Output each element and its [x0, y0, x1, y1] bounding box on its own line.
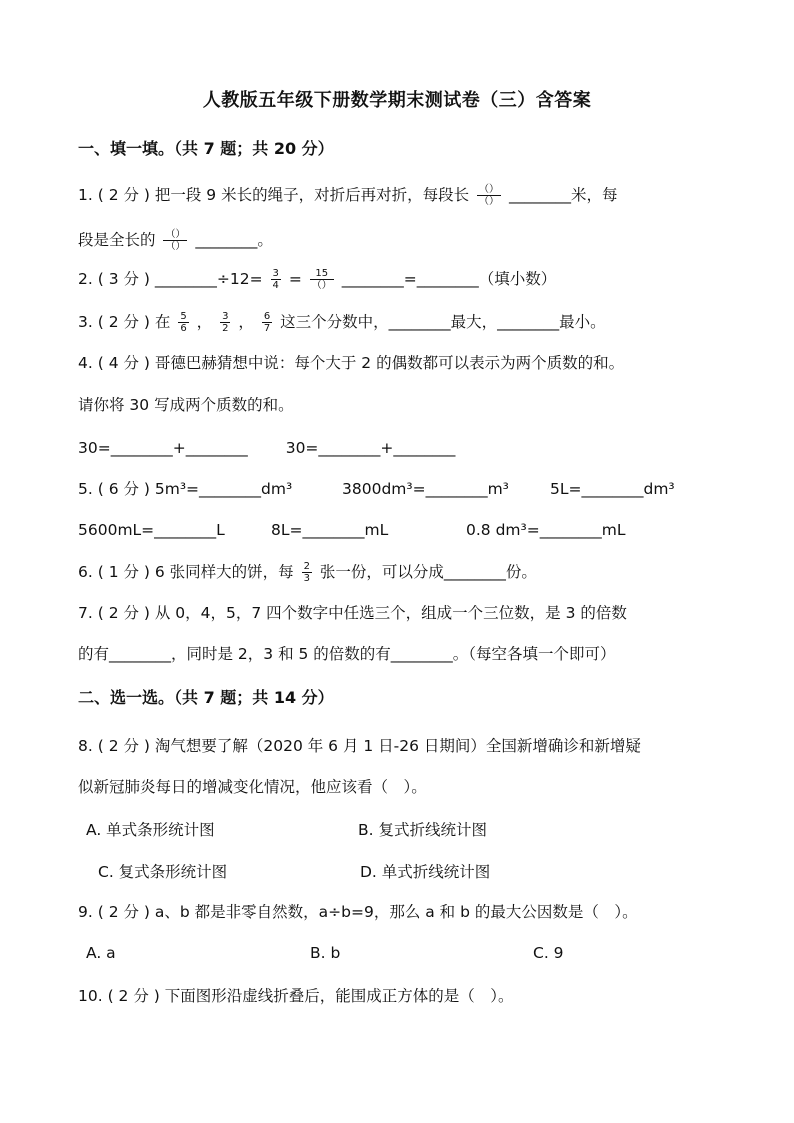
q8-option-b[interactable]: B. 复式折线统计图 — [358, 821, 487, 839]
fraction-3-2 — [220, 311, 230, 334]
fraction-numerator: 15 — [315, 268, 329, 279]
q4-blank-1: 30=________+________ — [78, 439, 248, 457]
fraction-denominator: 7 — [263, 323, 271, 334]
question-5-line-1 — [78, 477, 292, 501]
q5-item-5: 8L=________mL — [271, 521, 389, 539]
q9-option-b[interactable]: B. b — [310, 944, 341, 962]
question-7-line-1: 7. ( 2 分 ) 从 0，4，5，7 四个数字中任选三个，组成一个三位数，是 3 的倍数 — [78, 604, 627, 622]
question-6 — [78, 560, 537, 584]
q8-option-c[interactable]: C. 复式条形统计图 — [98, 863, 228, 881]
question-4-line-1: 4. ( 4 分 ) 哥德巴赫猜想中说：每个大于 2 的偶数都可以表示为两个质数的和。 — [78, 354, 625, 372]
q1-text-2: 段是全长的 — [78, 231, 156, 249]
q3-text-tail: 这三个分数中，________最大，________最小。 — [280, 313, 606, 331]
fraction-numerator: 5 — [180, 311, 187, 322]
question-3 — [78, 310, 606, 334]
fraction-numerator: 3 — [222, 311, 229, 322]
question-1-line-1 — [78, 183, 618, 207]
q5-item-4: 5600mL=________L — [78, 521, 225, 539]
q6-text: 6. ( 1 分 ) 6 张同样大的饼，每 — [78, 563, 294, 581]
fraction-denominator: 4 — [272, 280, 279, 291]
question-8-line-1: 8. ( 2 分 ) 淘气想要了解（2020 年 6 月 1 日-26 日期间）全国新增确诊和新增疑 — [78, 737, 641, 755]
question-4-line-3 — [78, 436, 455, 460]
q2-text: 2. ( 3 分 ) ________÷12= — [78, 270, 263, 288]
fraction-numerator: 3 — [272, 268, 279, 279]
q1-answer-blank: ________。 — [195, 231, 273, 249]
fraction-numerator: （） — [165, 229, 186, 240]
q5-item-6: 0.8 dm³=________mL — [466, 521, 626, 539]
q2-text-tail: ________=________（填小数） — [341, 270, 557, 288]
fraction-denominator: 2 — [222, 323, 229, 334]
section-heading-fill: 一、填一填。（共 7 题；共 20 分） — [78, 139, 334, 158]
fraction-blank — [477, 184, 501, 207]
q3-text: 3. ( 2 分 ) 在 — [78, 313, 171, 331]
question-7-line-2: 的有________，同时是 2，3 和 5 的倍数的有________。（每空各填一个即可） — [78, 645, 616, 663]
question-8-line-2: 似新冠肺炎每日的增减变化情况，他应该看（ ）。 — [78, 778, 427, 796]
q5-item-3: 5L=________dm³ — [550, 480, 675, 498]
fraction-numerator: （） — [479, 184, 500, 195]
question-2 — [78, 267, 556, 291]
fraction-6-7 — [262, 311, 272, 334]
question-1-line-2 — [78, 228, 273, 252]
q6-text-tail: 张一份，可以分成________份。 — [319, 563, 537, 581]
question-4-line-2: 请你将 30 写成两个质数的和。 — [78, 396, 294, 414]
equals-sign: = — [288, 270, 302, 288]
q8-option-d[interactable]: D. 单式折线统计图 — [360, 863, 491, 881]
q5-item-1: 5. ( 6 分 ) 5m³=________dm³ — [78, 480, 293, 498]
question-10: 10. ( 2 分 ) 下面图形沿虚线折叠后，能围成正方体的是（ ）。 — [78, 987, 514, 1005]
fraction-denominator: 6 — [180, 323, 187, 334]
fraction-5-6 — [178, 311, 188, 334]
fraction-numerator: 6 — [263, 311, 271, 322]
q4-blank-2: 30=________+________ — [285, 439, 456, 457]
fraction-denominator: （） — [165, 241, 186, 252]
fraction-denominator: （） — [479, 196, 500, 207]
q9-option-c[interactable]: C. 9 — [533, 944, 564, 962]
comma: ， — [238, 313, 254, 331]
fraction-denominator: （） — [311, 280, 332, 291]
q1-text-tail: ________米，每 — [508, 186, 618, 204]
page-title: 人教版五年级下册数学期末测试卷（三）含答案 — [202, 90, 592, 111]
fraction-15-blank — [310, 268, 334, 291]
q9-option-a[interactable]: A. a — [86, 944, 116, 962]
q1-text: 1. ( 2 分 ) 把一段 9 米长的绳子，对折后再对折，每段长 — [78, 186, 470, 204]
fraction-3-4 — [271, 268, 281, 291]
comma: ， — [196, 313, 213, 331]
q5-item-2: 3800dm³=________m³ — [342, 480, 509, 498]
section-heading-choose: 二、选一选。（共 7 题；共 14 分） — [78, 688, 334, 707]
fraction-numerator: 2 — [303, 561, 310, 572]
fraction-2-3 — [302, 561, 312, 584]
fraction-blank — [163, 229, 187, 252]
q8-option-a[interactable]: A. 单式条形统计图 — [86, 821, 215, 839]
question-9: 9. ( 2 分 ) a、b 都是非零自然数，a÷b=9，那么 a 和 b 的最大公因数是（ ）。 — [78, 903, 638, 921]
fraction-denominator: 3 — [303, 573, 310, 584]
